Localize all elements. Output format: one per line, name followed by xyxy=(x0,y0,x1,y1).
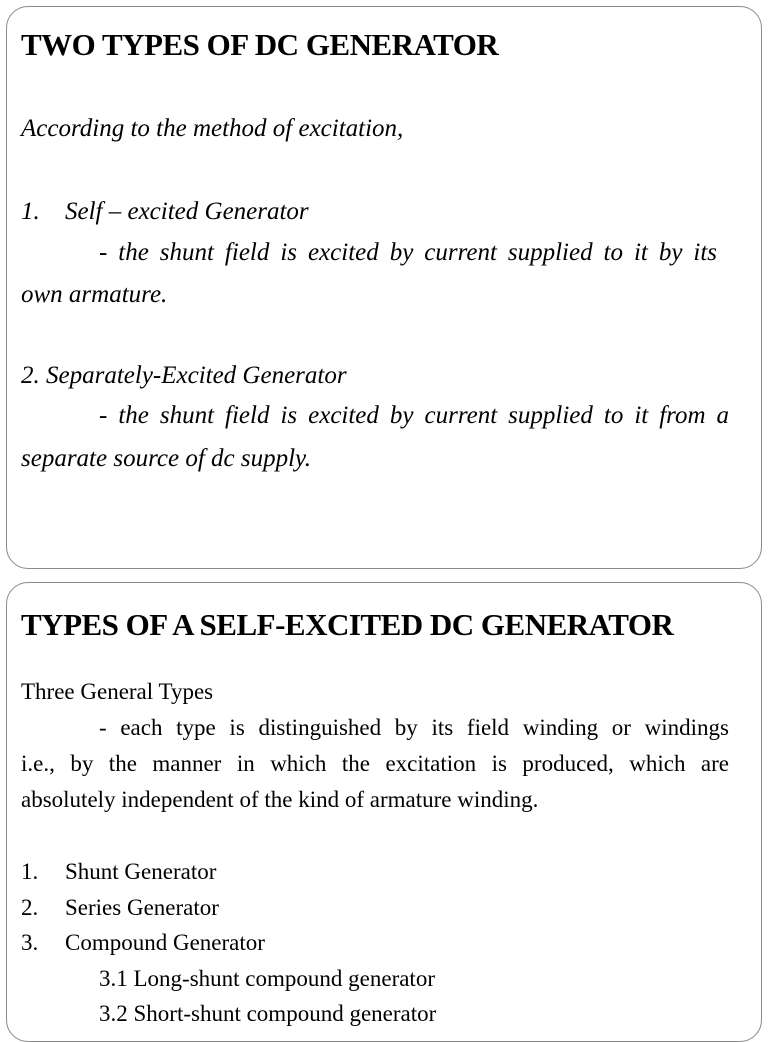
item-description-line: separate source of dc supply. xyxy=(21,445,312,472)
item-label-self-excited: Self – excited Generator xyxy=(65,198,309,225)
sublist-item-long-shunt: 3.1 Long-shunt compound generator xyxy=(99,966,435,991)
subtitle-text: Three General Types xyxy=(21,679,214,704)
slide-two-types xyxy=(6,6,762,569)
list-item-series: Series Generator xyxy=(65,895,219,920)
slide-self-excited-types xyxy=(6,582,762,1042)
paragraph-line: i.e., by the manner in which the excitation is produced, which are xyxy=(21,751,729,776)
list-number: 3. xyxy=(21,930,39,955)
item-description-line: own armature. xyxy=(21,281,168,308)
list-number: 2. xyxy=(21,895,39,920)
item-label-separately-excited: 2. Separately-Excited Generator xyxy=(21,362,347,389)
slide-title: TYPES OF A SELF-EXCITED DC GENERATOR xyxy=(21,607,674,642)
paragraph-line: absolutely independent of the kind of armature winding. xyxy=(21,787,539,812)
list-item-compound: Compound Generator xyxy=(65,930,265,955)
list-number: 1. xyxy=(21,859,39,884)
item-description-line: - the shunt field is excited by current supplied to it from a xyxy=(99,402,729,429)
list-item-shunt: Shunt Generator xyxy=(65,859,217,884)
item-number: 1. xyxy=(21,198,40,225)
sublist-item-short-shunt: 3.2 Short-shunt compound generator xyxy=(99,1001,437,1026)
paragraph-line: - each type is distinguished by its field winding or windings xyxy=(99,715,729,740)
slide-title: TWO TYPES OF DC GENERATOR xyxy=(21,27,499,62)
item-description-line: - the shunt field is excited by current supplied to it by its xyxy=(99,239,717,266)
intro-text: According to the method of excitation, xyxy=(21,115,404,142)
